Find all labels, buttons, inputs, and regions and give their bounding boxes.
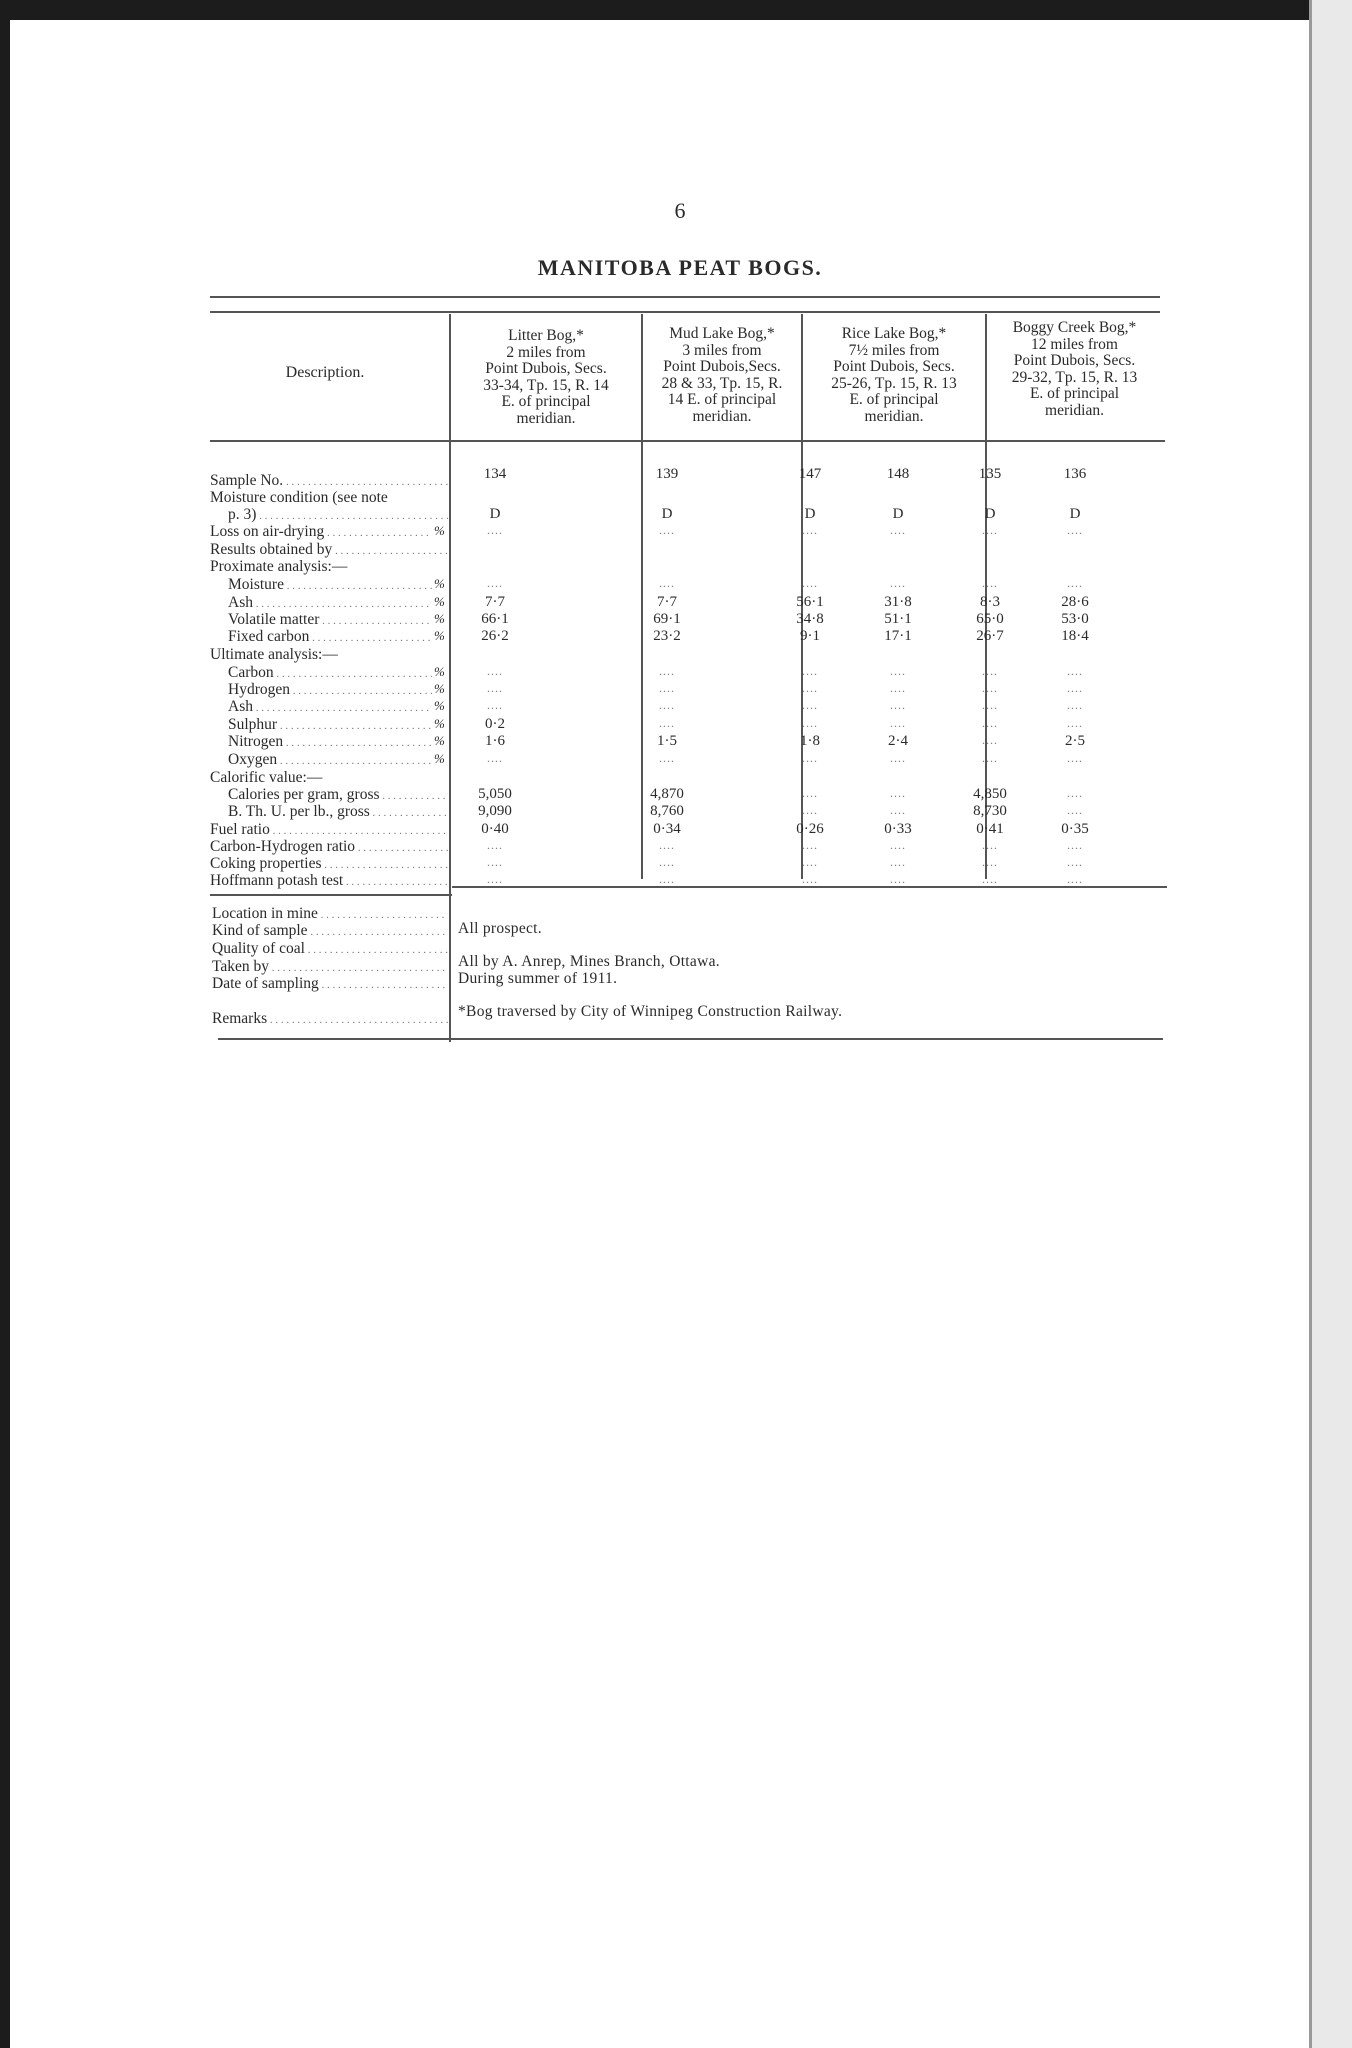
table-cell: 66·1 bbox=[481, 611, 509, 627]
row-label: p. 3) . . . bbox=[228, 506, 448, 524]
row-label: Coking properties . . . bbox=[210, 855, 448, 873]
column-header-line: 25-26, Tp. 15, R. 13 bbox=[831, 374, 957, 392]
table-cell: .... bbox=[802, 716, 818, 730]
row-label: Sulphur . . . bbox=[228, 716, 432, 734]
table-cell: 7·7 bbox=[657, 594, 677, 610]
table-cell: .... bbox=[1067, 716, 1083, 730]
table-cell: .... bbox=[802, 786, 818, 800]
column-header-line: meridian. bbox=[1045, 401, 1104, 419]
table-cell: 2·5 bbox=[1065, 733, 1085, 749]
table-cell: 134 bbox=[483, 466, 507, 482]
row-label: Loss on air-drying . . . bbox=[210, 523, 432, 541]
column-header-line: 28 & 33, Tp. 15, R. bbox=[661, 374, 783, 392]
table-cell: .... bbox=[890, 523, 906, 537]
date-value: During summer of 1911. bbox=[458, 970, 618, 987]
table-cell: .... bbox=[1067, 576, 1083, 590]
scan-border-top bbox=[0, 0, 1352, 20]
table-top-rule-2 bbox=[210, 311, 1160, 313]
table-cell: .... bbox=[659, 681, 675, 695]
table-cell: .... bbox=[890, 716, 906, 730]
table-cell: .... bbox=[802, 576, 818, 590]
table-cell: .... bbox=[802, 681, 818, 695]
row-label: Calories per gram, gross . . . bbox=[228, 786, 448, 804]
table-cell: 136 bbox=[1063, 466, 1087, 482]
page-number: 6 bbox=[674, 198, 686, 223]
table-cell: 135 bbox=[978, 466, 1002, 482]
table-cell: 0·34 bbox=[653, 821, 681, 837]
footer-label: Location in mine . . . bbox=[212, 905, 448, 923]
row-label: Carbon . . . bbox=[228, 664, 432, 682]
table-cell: .... bbox=[890, 872, 906, 886]
table-cell: .... bbox=[802, 855, 818, 869]
row-label: Hydrogen . . . bbox=[228, 681, 432, 699]
unit-percent: % bbox=[434, 664, 445, 679]
table-cell: .... bbox=[659, 872, 675, 886]
table-cell: .... bbox=[890, 838, 906, 852]
table-cell: .... bbox=[1067, 751, 1083, 765]
table-cell: .... bbox=[982, 751, 998, 765]
kind-of-sample-value: All prospect. bbox=[458, 920, 542, 937]
table-cell: 1·6 bbox=[485, 733, 505, 749]
footer-label: Date of sampling . . . bbox=[212, 975, 448, 993]
table-cell: 0·41 bbox=[976, 821, 1004, 837]
row-label: B. Th. U. per lb., gross . . . bbox=[228, 803, 448, 821]
column-header-line: Boggy Creek Bog,* bbox=[1012, 319, 1137, 336]
table-cell: .... bbox=[982, 855, 998, 869]
table-bottom-rule bbox=[218, 1038, 1163, 1040]
remarks-value: *Bog traversed by City of Winnipeg Construction Railway. bbox=[458, 1003, 843, 1020]
column-header-line: meridian. bbox=[692, 407, 752, 425]
table-cell: 56·1 bbox=[796, 594, 824, 610]
table-cell: .... bbox=[487, 681, 503, 695]
table-cell: .... bbox=[890, 803, 906, 817]
footer-label: Kind of sample . . . bbox=[212, 922, 448, 940]
table-cell: 8·3 bbox=[980, 594, 1000, 610]
table-cell: 9·1 bbox=[800, 628, 820, 644]
scan-border-right bbox=[1309, 0, 1352, 2048]
table-cell: .... bbox=[659, 716, 675, 730]
row-label: Moisture condition (see note bbox=[210, 489, 388, 506]
table-cell: D bbox=[892, 506, 904, 522]
column-header bbox=[643, 326, 801, 425]
table-cell: 51·1 bbox=[884, 611, 912, 627]
table-cell: 23·2 bbox=[653, 628, 681, 644]
table-cell: 1·5 bbox=[657, 733, 677, 749]
column-header-line: Rice Lake Bog,* bbox=[841, 325, 947, 342]
column-header-line: 29-32, Tp. 15, R. 13 bbox=[1011, 368, 1138, 386]
footer-label: Taken by . . . bbox=[212, 958, 448, 976]
table-cell: .... bbox=[802, 838, 818, 852]
table-cell: D bbox=[661, 506, 673, 522]
table-cell: 4,850 bbox=[973, 786, 1007, 802]
table-cell: 26·2 bbox=[481, 628, 509, 644]
header-bottom-rule bbox=[210, 440, 1165, 442]
table-cell: 0·2 bbox=[485, 716, 505, 732]
table-cell: .... bbox=[802, 803, 818, 817]
table-cell: .... bbox=[487, 698, 503, 712]
column-header-line: Litter Bog,* bbox=[508, 327, 584, 344]
row-label: Hoffmann potash test . . . bbox=[210, 872, 448, 890]
table-cell: .... bbox=[982, 698, 998, 712]
unit-percent: % bbox=[434, 628, 445, 643]
row-label: Results obtained by . . . bbox=[210, 541, 448, 559]
table-cell: .... bbox=[982, 681, 998, 695]
table-cell: .... bbox=[1067, 664, 1083, 678]
table-cell: 1·8 bbox=[800, 733, 820, 749]
row-label: Moisture . . . bbox=[228, 576, 432, 594]
table-cell: .... bbox=[982, 523, 998, 537]
table-cell: 26·7 bbox=[976, 628, 1004, 644]
column-header-line: Mud Lake Bog,* bbox=[669, 325, 775, 342]
table-cell: .... bbox=[487, 751, 503, 765]
table-cell: .... bbox=[487, 523, 503, 537]
table-cell: .... bbox=[659, 751, 675, 765]
table-cell: .... bbox=[487, 855, 503, 869]
unit-percent: % bbox=[434, 751, 445, 766]
table-cell: 7·7 bbox=[485, 594, 505, 610]
table-cell: 148 bbox=[886, 466, 910, 482]
table-cell: 147 bbox=[798, 466, 822, 482]
table-cell: .... bbox=[802, 664, 818, 678]
table-cell: .... bbox=[982, 664, 998, 678]
row-label: Sample No. . . . bbox=[210, 472, 448, 490]
taken-by-value: All by A. Anrep, Mines Branch, Ottawa. bbox=[458, 953, 720, 970]
unit-percent: % bbox=[434, 523, 445, 538]
row-label: Ultimate analysis:— bbox=[210, 646, 338, 663]
desc-bottom-rule bbox=[210, 894, 452, 896]
table-cell: .... bbox=[487, 664, 503, 678]
table-cell: .... bbox=[659, 698, 675, 712]
table-cell: D bbox=[804, 506, 816, 522]
table-cell: .... bbox=[890, 751, 906, 765]
table-cell: 5,050 bbox=[478, 786, 512, 802]
row-label: Fuel ratio . . . bbox=[210, 821, 448, 839]
table-cell: .... bbox=[487, 576, 503, 590]
table-cell: 2·4 bbox=[888, 733, 908, 749]
column-header-line: Point Dubois, Secs. bbox=[833, 358, 955, 375]
table-cell: 139 bbox=[655, 466, 679, 482]
row-label: Proximate analysis:— bbox=[210, 558, 348, 575]
table-cell: .... bbox=[1067, 698, 1083, 712]
row-label: Calorific value:— bbox=[210, 769, 323, 786]
row-label: Ash . . . bbox=[228, 594, 432, 612]
column-header-line: E. of principal bbox=[501, 393, 591, 410]
table-cell: 0·26 bbox=[796, 821, 824, 837]
table-cell: .... bbox=[982, 838, 998, 852]
column-header-line: 12 miles from bbox=[1031, 335, 1118, 353]
column-header-line: Point Dubois, Secs. bbox=[485, 360, 607, 377]
table-cell: .... bbox=[1067, 855, 1083, 869]
unit-percent: % bbox=[434, 611, 445, 626]
table-cell: 0·40 bbox=[481, 821, 509, 837]
table-cell: .... bbox=[890, 664, 906, 678]
table-cell: .... bbox=[659, 855, 675, 869]
column-header-line: 3 miles from bbox=[682, 341, 762, 359]
column-header bbox=[987, 320, 1162, 419]
row-label: Oxygen . . . bbox=[228, 751, 432, 769]
table-cell: 0·33 bbox=[884, 821, 912, 837]
table-cell: .... bbox=[890, 681, 906, 695]
unit-percent: % bbox=[434, 576, 445, 591]
row-label: Nitrogen . . . bbox=[228, 733, 432, 751]
table-cell: .... bbox=[982, 733, 998, 747]
table-cell: .... bbox=[802, 523, 818, 537]
table-cell: .... bbox=[982, 872, 998, 886]
column-header-line: E. of principal bbox=[1029, 385, 1120, 402]
table-cell: .... bbox=[659, 523, 675, 537]
table-cell: 17·1 bbox=[884, 628, 912, 644]
table-cell: .... bbox=[890, 698, 906, 712]
table-cell: 0·35 bbox=[1061, 821, 1089, 837]
table-cell: 28·6 bbox=[1061, 594, 1089, 610]
column-header-line: meridian. bbox=[864, 407, 924, 425]
table-cell: .... bbox=[1067, 523, 1083, 537]
table-cell: D bbox=[1069, 506, 1081, 522]
footer-label: Quality of coal . . . bbox=[212, 940, 448, 958]
unit-percent: % bbox=[434, 681, 445, 696]
column-header-line: meridian. bbox=[516, 409, 576, 427]
column-header bbox=[803, 326, 985, 425]
row-label: Carbon-Hydrogen ratio . . . bbox=[210, 838, 448, 856]
unit-percent: % bbox=[434, 698, 445, 713]
table-cell: D bbox=[984, 506, 996, 522]
table-top-rule bbox=[210, 296, 1160, 298]
table-cell: .... bbox=[659, 576, 675, 590]
footer-label: Remarks . . . bbox=[212, 1010, 448, 1028]
table-cell: .... bbox=[802, 751, 818, 765]
table-cell: .... bbox=[890, 786, 906, 800]
column-header-line: 2 miles from bbox=[506, 343, 586, 361]
table-cell: 34·8 bbox=[796, 611, 824, 627]
table-cell: .... bbox=[890, 855, 906, 869]
table-cell: .... bbox=[982, 576, 998, 590]
table-cell: .... bbox=[487, 872, 503, 886]
column-header-line: Point Dubois,Secs. bbox=[663, 358, 781, 375]
table-cell: .... bbox=[982, 716, 998, 730]
table-cell: 9,090 bbox=[478, 803, 512, 819]
column-header-line: Point Dubois, Secs. bbox=[1013, 352, 1136, 369]
table-cell: 18·4 bbox=[1061, 628, 1089, 644]
column-header-line: E. of principal bbox=[849, 391, 939, 408]
table-cell: 53·0 bbox=[1061, 611, 1089, 627]
description-header: Description. bbox=[285, 364, 365, 381]
table-cell: .... bbox=[1067, 838, 1083, 852]
scan-border-left bbox=[0, 0, 10, 2048]
table-cell: .... bbox=[487, 838, 503, 852]
table-cell: 31·8 bbox=[884, 594, 912, 610]
row-label: Fixed carbon . . . bbox=[228, 628, 432, 646]
table-cell: .... bbox=[659, 838, 675, 852]
table-cell: 8,760 bbox=[650, 803, 684, 819]
page-title: MANITOBA PEAT BOGS. bbox=[537, 255, 823, 280]
column-header-line: 14 E. of principal bbox=[667, 391, 777, 408]
column-header-line: 7½ miles from bbox=[848, 341, 940, 359]
table-cell: 8,730 bbox=[973, 803, 1007, 819]
table-cell: 69·1 bbox=[653, 611, 681, 627]
table-cell: .... bbox=[890, 576, 906, 590]
row-label: Ash . . . bbox=[228, 698, 432, 716]
table-cell: .... bbox=[1067, 872, 1083, 886]
row-label: Volatile matter . . . bbox=[228, 611, 432, 629]
table-cell: 65·0 bbox=[976, 611, 1004, 627]
unit-percent: % bbox=[434, 716, 445, 731]
column-header bbox=[451, 328, 641, 427]
unit-percent: % bbox=[434, 594, 445, 609]
table-cell: .... bbox=[1067, 681, 1083, 695]
table-cell: .... bbox=[1067, 786, 1083, 800]
table-cell: 4,870 bbox=[650, 786, 684, 802]
unit-percent: % bbox=[434, 733, 445, 748]
table-cell: .... bbox=[802, 698, 818, 712]
table-cell: D bbox=[489, 506, 501, 522]
table-cell: .... bbox=[802, 872, 818, 886]
table-cell: .... bbox=[1067, 803, 1083, 817]
table-cell: .... bbox=[659, 664, 675, 678]
column-header-line: 33-34, Tp. 15, R. 14 bbox=[483, 376, 609, 394]
